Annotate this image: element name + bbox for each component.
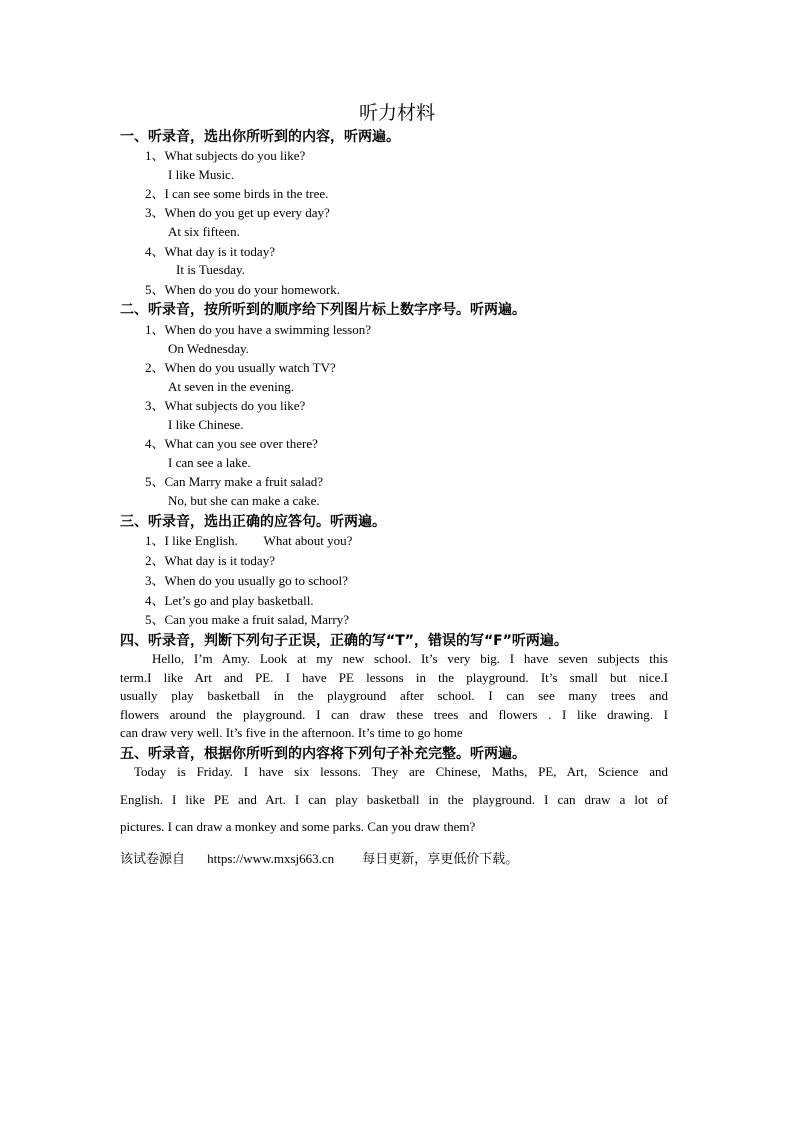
section-2-question-4: 4、What can you see over there?: [145, 436, 318, 451]
section-2-answer-2: At seven in the evening.: [168, 379, 294, 394]
section-1-answer-3: At six fifteen.: [168, 224, 240, 239]
section-3-heading: 三、听录音，选出正确的应答句。听两遍。: [120, 514, 386, 530]
section-1-answer-4: It is Tuesday.: [176, 262, 245, 277]
footer-note: 每日更新，享更低价下载。: [362, 852, 519, 867]
passage-line: can draw very well. It’s five in the afternoon. It’s time to go home: [120, 725, 463, 741]
source-label: 该试卷源自: [120, 852, 186, 867]
section-3-item-4: 4、Let’s go and play basketball.: [145, 593, 314, 608]
section-1-answer-1: I like Music.: [168, 167, 235, 182]
section-5-heading: 五、听录音，根据你所听到的内容将下列句子补充完整。听两遍。: [120, 746, 526, 762]
passage-line: Today is Friday. I have six lessons. They are Chinese, Maths, PE, Art, Science and: [134, 764, 668, 779]
section-5-passage: [120, 758, 668, 841]
section-2-answer-3: I like Chinese.: [168, 417, 244, 432]
section-1-question-4: 4、What day is it today?: [145, 244, 275, 259]
section-1-heading: 一、听录音，选出你所听到的内容，听两遍。: [120, 129, 400, 145]
passage-line: Hello, I’m Amy. Look at my new school. It’s very big. I have seven subjects this: [152, 651, 668, 666]
passage-line: pictures. I can draw a monkey and some parks. Can you draw them?: [120, 819, 476, 835]
section-2-question-3: 3、What subjects do you like?: [145, 398, 306, 413]
section-2-question-5: 5、Can Marry make a fruit salad?: [145, 474, 323, 489]
section-1-question-5: 5、When do you do your homework.: [145, 282, 340, 297]
source-footer: [120, 848, 518, 867]
section-3-item-1: 1、I like English. What about you?: [145, 533, 353, 548]
source-link[interactable]: https://www.mxsj663.cn: [207, 851, 335, 866]
section-1-question-2: 2、I can see some birds in the tree.: [145, 186, 329, 201]
section-3-item-2: 2、What day is it today?: [145, 553, 275, 568]
passage-line: term.I like Art and PE. I have PE lessons in the playground. It’s small but nice.I: [120, 669, 668, 685]
section-3-item-3: 3、When do you usually go to school?: [145, 573, 348, 588]
section-2-question-1: 1、When do you have a swimming lesson?: [145, 322, 372, 337]
section-4-heading: 四、听录音，判断下列句子正误，正确的写“T”，错误的写“F”听两遍。: [120, 633, 568, 649]
section-2-question-2: 2、When do you usually watch TV?: [145, 360, 336, 375]
section-2-answer-4: I can see a lake.: [168, 455, 251, 470]
section-1-question-1: 1、What subjects do you like?: [145, 148, 306, 163]
section-2-answer-1: On Wednesday.: [168, 341, 249, 356]
page-title: 听力材料: [358, 102, 435, 124]
section-3-item-5: 5、Can you make a fruit salad, Marry?: [145, 612, 349, 627]
section-2-heading: 二、听录音，按所听到的顺序给下列图片标上数字序号。听两遍。: [120, 302, 526, 318]
section-2-answer-5: No, but she can make a cake.: [168, 493, 320, 508]
passage-line: flowers around the playground. I can draw these trees and flowers . I like drawing. I: [120, 706, 668, 722]
section-4-passage: [120, 650, 668, 743]
passage-line: English. I like PE and Art. I can play basketball in the playground. I can draw a lot of: [120, 791, 668, 807]
passage-line: usually play basketball in the playground after school. I can see many trees and: [120, 688, 668, 704]
section-1-question-3: 3、When do you get up every day?: [145, 205, 330, 220]
